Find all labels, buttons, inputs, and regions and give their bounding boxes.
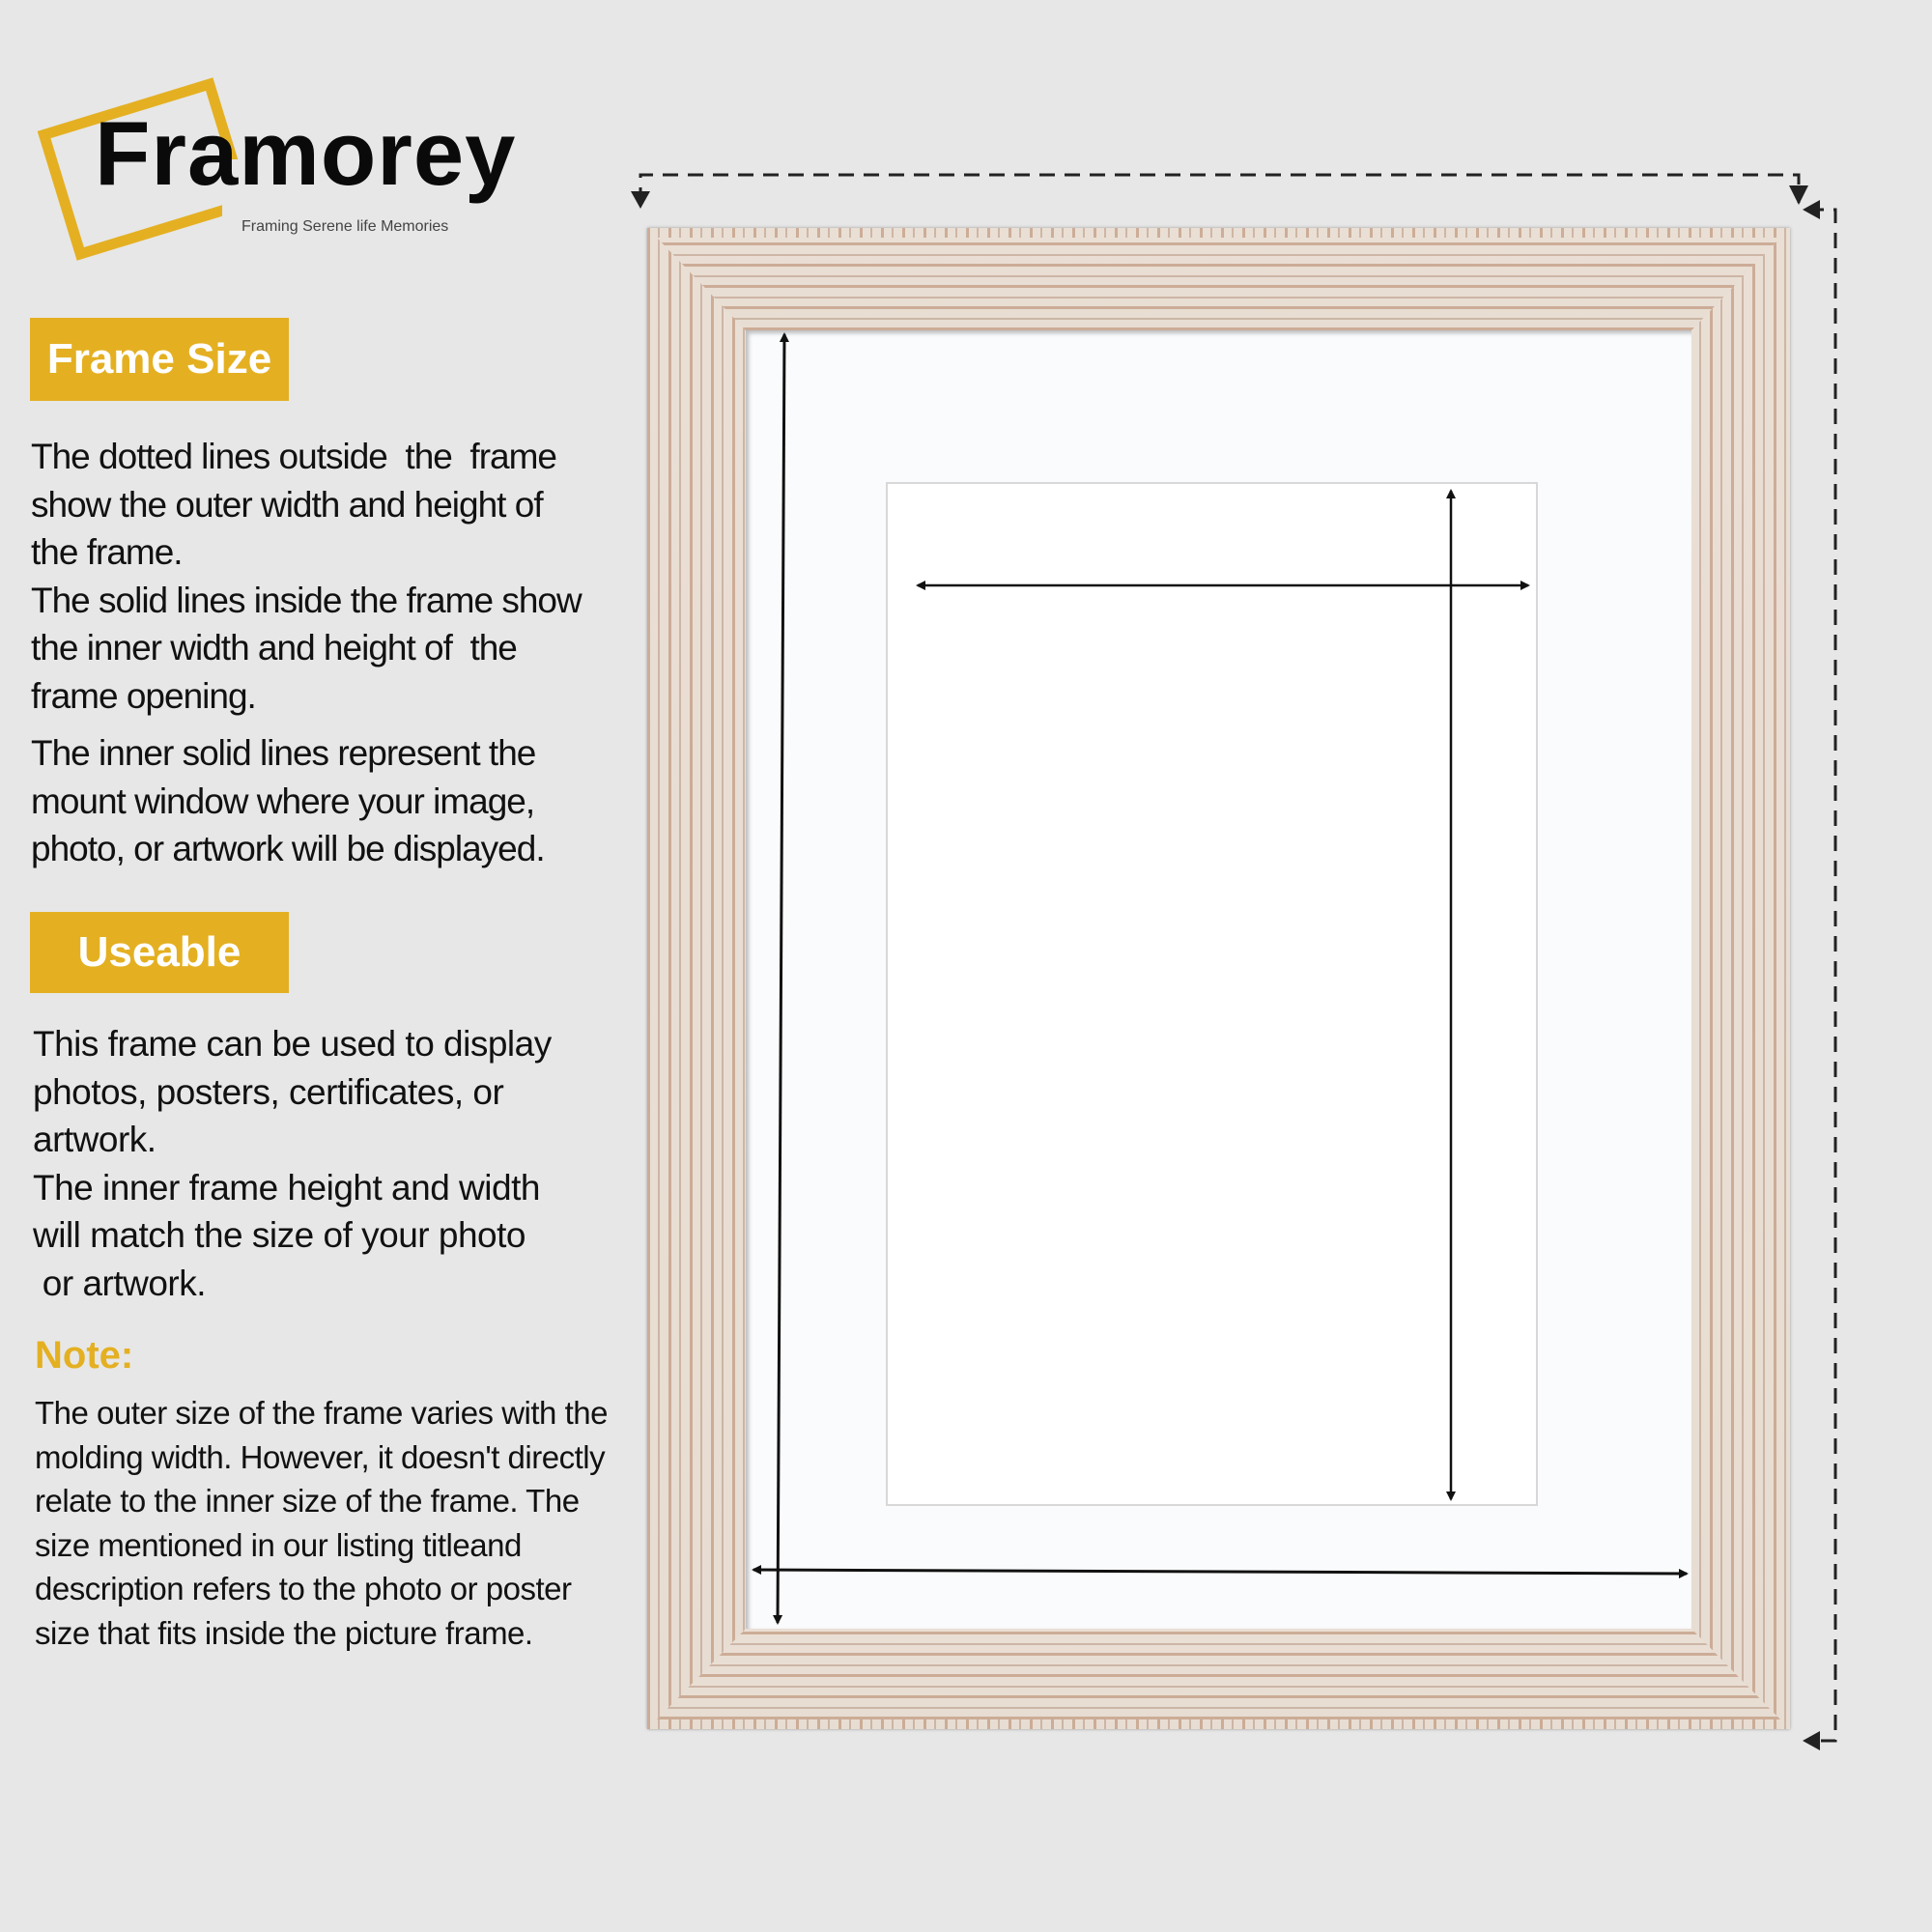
- text-line: The dotted lines outside the frame: [31, 437, 557, 476]
- text-line: photos, posters, certificates, or: [33, 1071, 504, 1112]
- outer-width-dashed-line: [640, 175, 1799, 203]
- text-line: This frame can be used to display: [33, 1024, 552, 1064]
- text-line: or artwork.: [33, 1263, 207, 1303]
- inner-width-arrow: [753, 1570, 1687, 1574]
- text-line: artwork.: [33, 1120, 156, 1159]
- inner-height-arrow: [778, 334, 784, 1623]
- outer-height-arrow-bottom: [1803, 1731, 1820, 1750]
- text-line: The solid lines inside the frame show: [31, 580, 582, 620]
- text-line: will match the size of your photo: [33, 1215, 526, 1255]
- logo-tagline: Framing Serene life Memories: [242, 218, 449, 235]
- text-line: The inner frame height and width: [33, 1167, 540, 1208]
- useable-heading: Useable: [30, 912, 289, 993]
- text-line: the frame.: [31, 532, 183, 572]
- text-line: mount window where your image,: [31, 781, 535, 821]
- text-line: frame opening.: [31, 675, 256, 716]
- text-line: show the outer width and height of: [31, 484, 543, 525]
- frame-size-heading: Frame Size: [30, 318, 289, 401]
- text-line: the inner width and height of the: [31, 628, 517, 668]
- outer-width-arrow-left: [631, 191, 650, 209]
- text-line: photo, or artwork will be displayed.: [31, 829, 545, 868]
- note-text: The outer size of the frame varies with the molding width. However, it doesn't directly relate to the inner size of the frame. The size mentioned in our listing titleand description refers to the photo or poster size that fits inside the picture frame.: [35, 1395, 608, 1651]
- logo-wordmark: Framorey: [95, 102, 517, 204]
- note-heading: Note:: [35, 1334, 134, 1377]
- outer-height-dashed-line: [1808, 210, 1835, 1741]
- text-line: The inner solid lines represent the: [31, 733, 536, 773]
- outer-height-arrow-top: [1803, 200, 1820, 219]
